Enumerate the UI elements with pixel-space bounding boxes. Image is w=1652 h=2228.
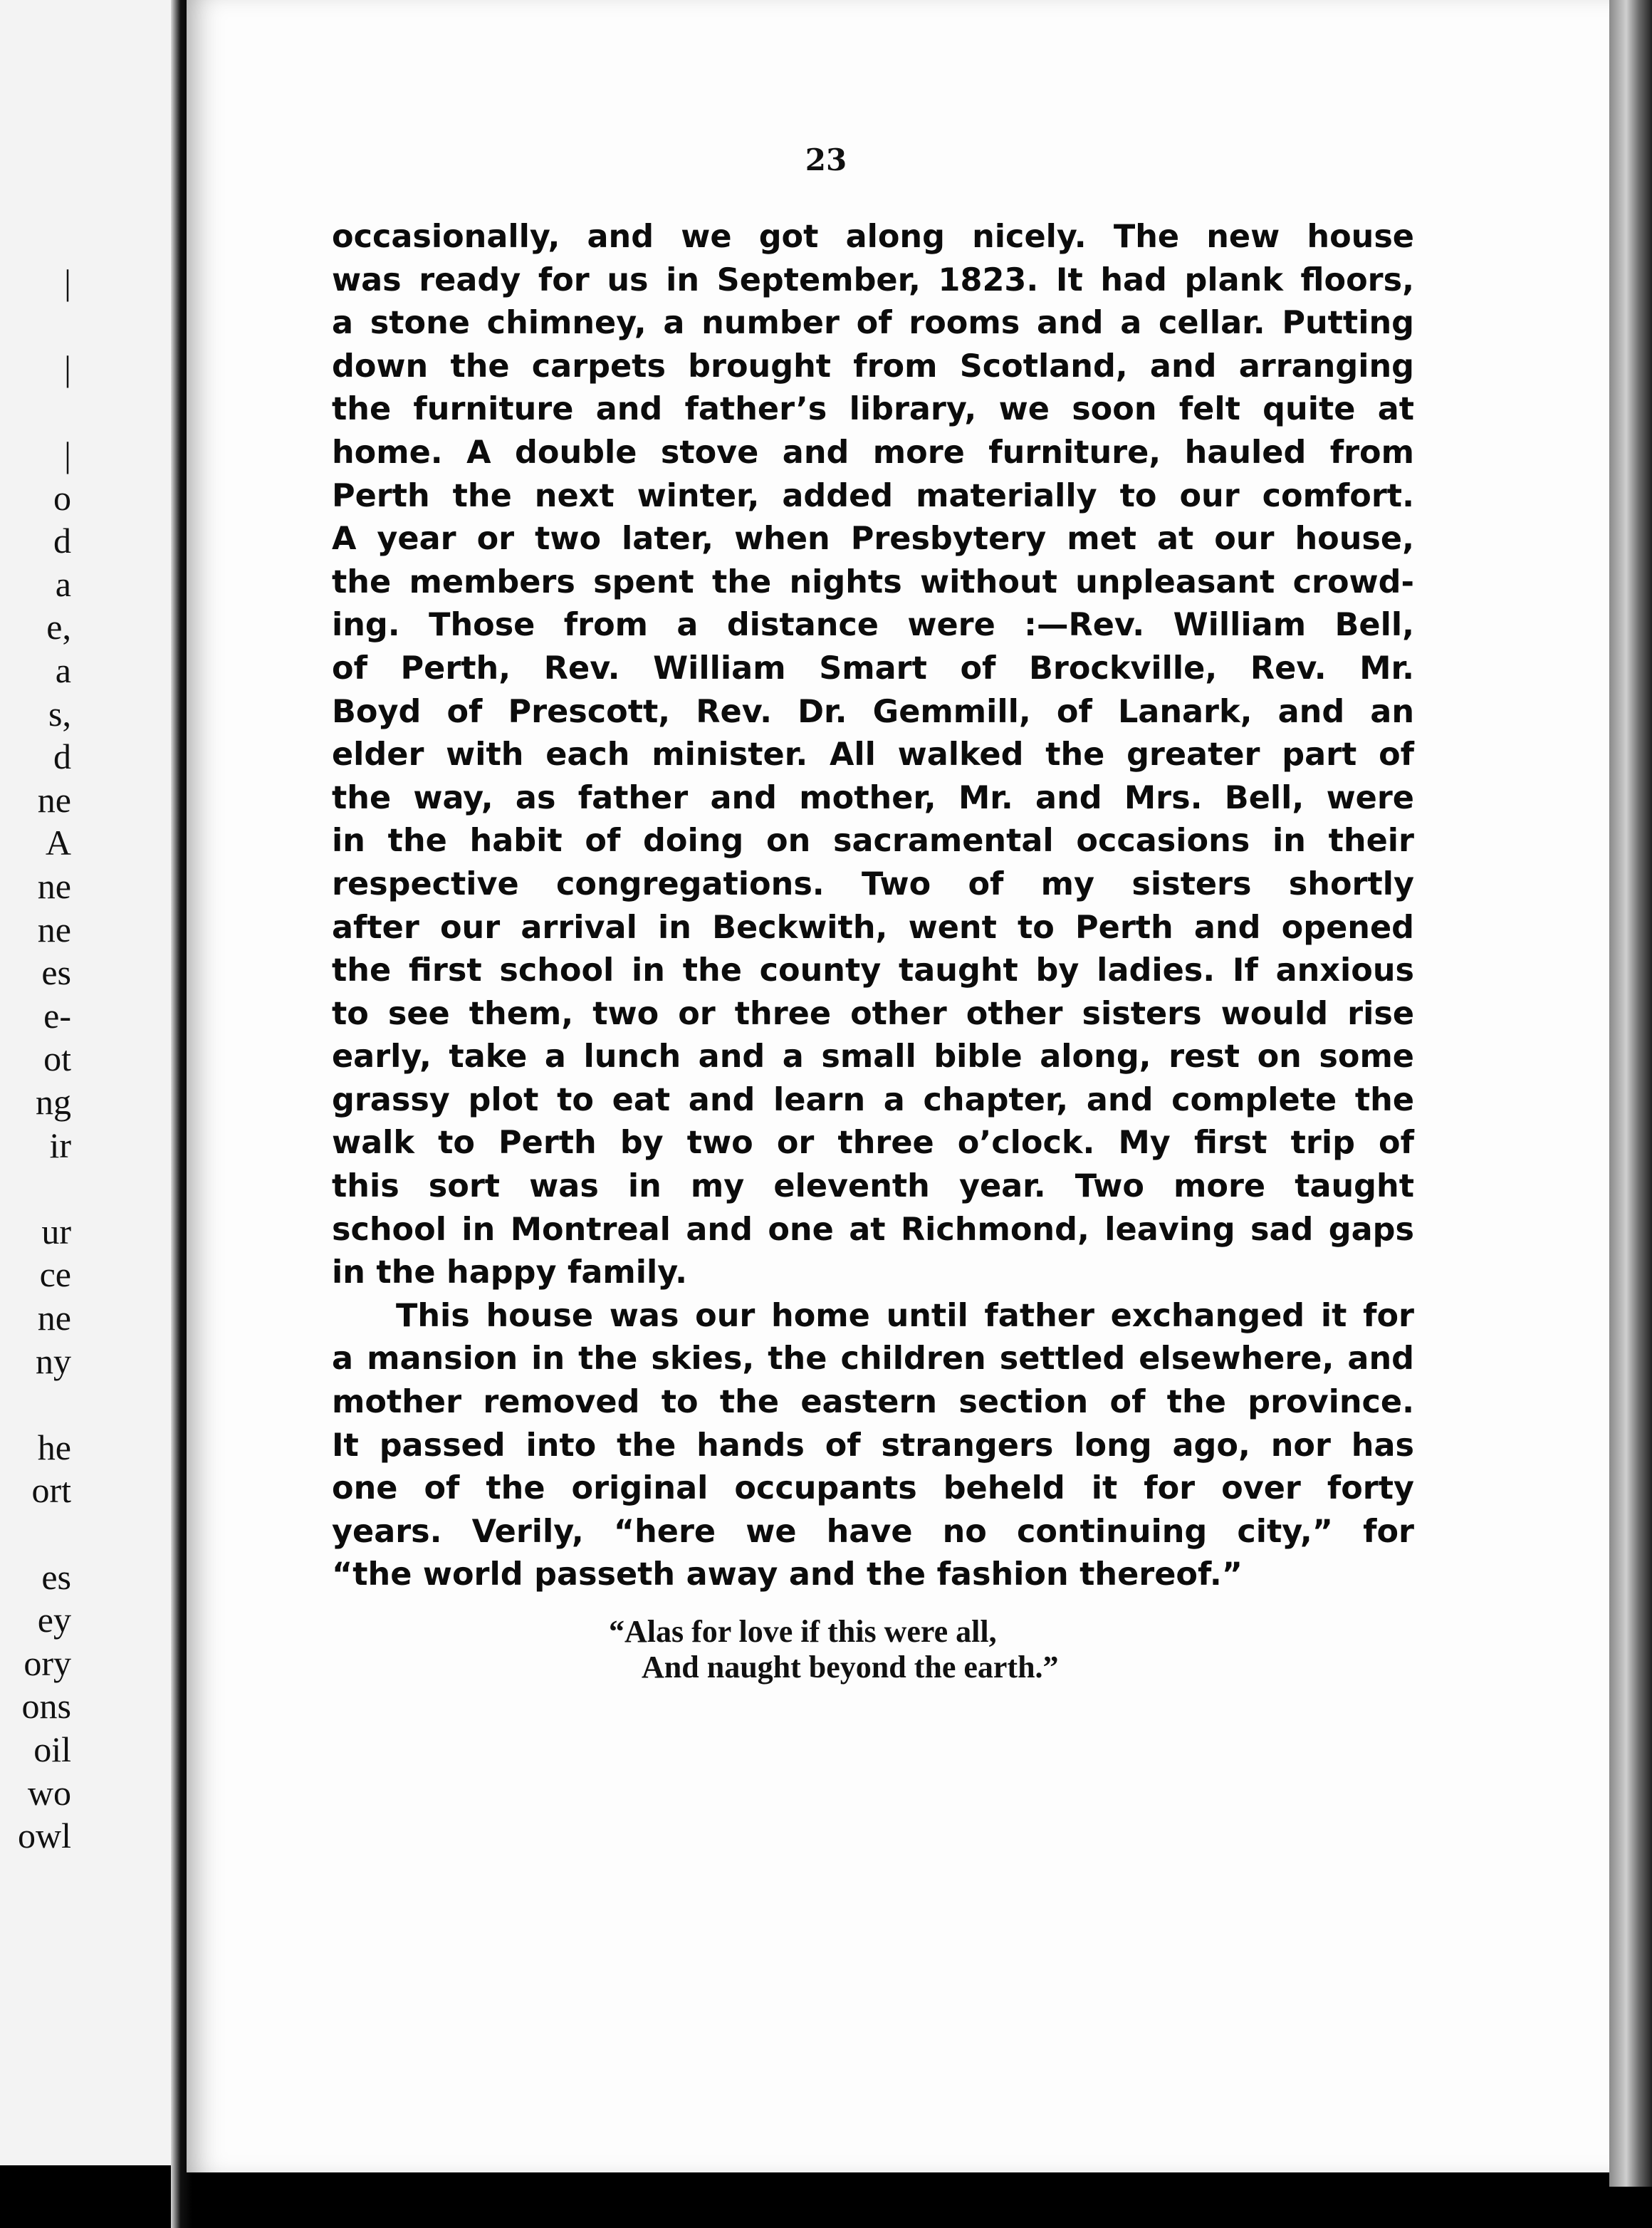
facing-page-text: ons <box>21 1686 71 1727</box>
facing-page-text: a <box>55 563 71 604</box>
facing-page-text: ne <box>37 909 71 949</box>
text-line: school in Montreal and one at Richmond, leaving sad gaps <box>332 1211 1414 1248</box>
facing-page-text: ne <box>37 1298 71 1338</box>
facing-page-text: ur <box>41 1211 71 1251</box>
text-line: the way, as father and mother, Mr. and Mrs. Bell, were <box>332 779 1414 816</box>
facing-page-text: e- <box>43 995 71 1036</box>
facing-page-text: ory <box>23 1643 71 1683</box>
text-line: in the happy family. <box>332 1254 688 1291</box>
text-line: This house was our home until father exchanged it for <box>396 1297 1414 1334</box>
text-line: a stone chimney, a number of rooms and a cellar. Putting <box>332 305 1414 342</box>
text-line: “the world passeth away and the fashion thereof.” <box>332 1556 1243 1593</box>
text-line: after our arrival in Beckwith, went to Perth and opened <box>332 909 1414 946</box>
text-line: grassy plot to eat and learn a chapter, and complete the <box>332 1081 1414 1118</box>
text-line: respective congregations. Two of my sisters shortly <box>332 865 1414 902</box>
text-line: ing. Those from a distance were :—Rev. William Bell, <box>332 607 1414 644</box>
text-line: the members spent the nights without unpleasant crowd- <box>332 563 1414 600</box>
facing-page-text: ne <box>37 779 71 820</box>
facing-page-text: he <box>37 1427 71 1467</box>
text-line: to see them, two or three other other sisters would rise <box>332 995 1414 1032</box>
poem-line: “Alas for love if this were all, <box>609 1614 997 1649</box>
text-line: A year or two later, when Presbytery met at our house, <box>332 521 1414 558</box>
text-line: the first school in the county taught by ladies. If anxious <box>332 952 1414 989</box>
text-line: one of the original occupants beheld it for over forty <box>332 1470 1414 1507</box>
text-line: was ready for us in September, 1823. It had plank floors, <box>332 261 1414 298</box>
text-line: mother removed to the eastern section of the province. <box>332 1384 1414 1421</box>
facing-page-text: ot <box>43 1038 71 1079</box>
body-text <box>332 216 1414 1597</box>
text-line: Perth the next winter, added materially to our comfort. <box>332 477 1414 514</box>
facing-page-text: ey <box>37 1600 71 1640</box>
text-line: of Perth, Rev. William Smart of Brockville, Rev. Mr. <box>332 650 1414 687</box>
text-line: elder with each minister. All walked the greater part of <box>332 736 1414 774</box>
poem-line: And naught beyond the earth.” <box>642 1650 1059 1685</box>
page-edge <box>1609 0 1652 2187</box>
text-line: down the carpets brought from Scotland, and arranging <box>332 348 1414 385</box>
text-line: years. Verily, “here we have no continuing city,” for <box>332 1513 1414 1550</box>
text-line: occasionally, and we got along nicely. The new house <box>332 219 1414 255</box>
text-line: walk to Perth by two or three o’clock. My first trip of <box>332 1125 1414 1162</box>
facing-page-text: d <box>53 736 71 777</box>
facing-page-text: es <box>41 952 71 993</box>
page-number: 23 <box>805 142 847 177</box>
facing-page-text: o <box>53 477 71 518</box>
facing-page-text: owl <box>18 1816 71 1856</box>
facing-page-text: ort <box>31 1470 71 1511</box>
facing-page-text: ir <box>49 1125 71 1165</box>
facing-page-text: | <box>63 261 71 302</box>
facing-page-text: e, <box>46 607 71 647</box>
facing-page-text: d <box>53 521 71 561</box>
facing-page-text: ne <box>37 866 71 906</box>
text-line: home. A double stove and more furniture, hauled from <box>332 434 1414 471</box>
facing-page-text: a <box>55 650 71 690</box>
text-line: Boyd of Prescott, Rev. Dr. Gemmill, of Lanark, and an <box>332 693 1414 730</box>
facing-page-text: s, <box>48 693 71 734</box>
poem-quote <box>609 1614 1250 1685</box>
text-line: a mansion in the skies, the children settled elsewhere, and <box>332 1341 1414 1378</box>
facing-page-text: ng <box>36 1082 71 1122</box>
facing-page-text: es <box>41 1556 71 1597</box>
text-line: It passed into the hands of strangers long ago, nor has <box>332 1427 1414 1464</box>
facing-page-fragment <box>0 0 187 2165</box>
text-line: the furniture and father’s library, we soon felt quite at <box>332 391 1414 428</box>
facing-page-text: | <box>63 434 71 474</box>
facing-page-text: A <box>45 823 71 863</box>
facing-page-text: ce <box>39 1254 71 1295</box>
facing-page-text: wo <box>27 1772 71 1813</box>
text-line: this sort was in my eleventh year. Two more taught <box>332 1168 1414 1205</box>
facing-page-text: ny <box>36 1341 71 1381</box>
facing-page-text: | <box>63 348 71 388</box>
text-line: early, take a lunch and a small bible along, rest on some <box>332 1038 1414 1076</box>
text-line: in the habit of doing on sacramental occasions in their <box>332 823 1414 860</box>
facing-page-text: oil <box>33 1729 71 1769</box>
